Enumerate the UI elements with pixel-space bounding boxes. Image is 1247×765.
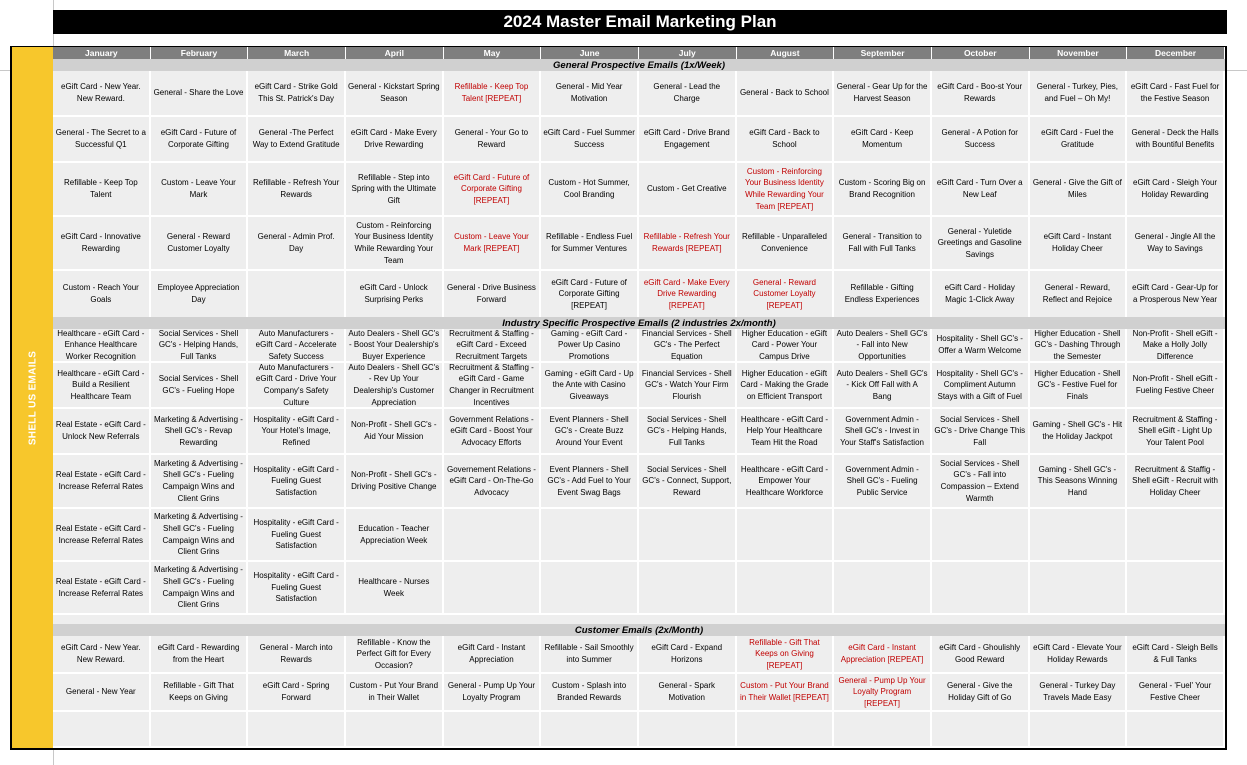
plan-cell[interactable]: eGift Card - Fast Fuel for the Festive Season	[1127, 71, 1225, 115]
plan-cell[interactable]: Auto Dealers - Shell GC's - Boost Your Dealership's Buyer Experience	[346, 329, 444, 361]
plan-cell[interactable]: Social Services - Shell GC's - Connect, Support, Reward	[639, 455, 737, 507]
plan-cell[interactable]: Higher Education - eGift Card - Making the Grade on Efficient Transport	[737, 363, 835, 407]
plan-cell[interactable]: Custom - Splash into Branded Rewards	[541, 674, 639, 710]
plan-cell[interactable]: eGift Card - Ghoulishly Good Reward	[932, 636, 1030, 672]
plan-cell[interactable]: Refillable - Know the Perfect Gift for Every Occasion?	[346, 636, 444, 672]
plan-cell[interactable]: General - A Potion for Success	[932, 117, 1030, 161]
plan-cell[interactable]: Refillable - Refresh Your Rewards [REPEAT]	[639, 217, 737, 269]
month-header: March	[248, 47, 346, 59]
sidebar-band	[10, 46, 53, 750]
plan-cell[interactable]: Governement Relations - eGift Card - On-The-Go Advocacy	[444, 455, 542, 507]
plan-cell[interactable]: Auto Manufacturers - eGift Card - Accelerate Safety Success	[248, 329, 346, 361]
plan-cell[interactable]: Financial Services - Shell GC's - The Perfect Equation	[639, 329, 737, 361]
table-row	[53, 562, 1225, 615]
month-header: August	[737, 47, 835, 59]
plan-cell[interactable]: eGift Card - Sleigh Bells & Full Tanks	[1127, 636, 1225, 672]
plan-cell[interactable]: Refillable - Unparalleled Convenience	[737, 217, 835, 269]
plan-cell[interactable]: General - Transition to Fall with Full Tanks	[834, 217, 932, 269]
month-header: November	[1030, 47, 1128, 59]
plan-cell[interactable]: eGift Card - Make Every Drive Rewarding [REPEAT]	[639, 271, 737, 317]
plan-cell[interactable]: eGift Card - Holiday Magic 1-Click Away	[932, 271, 1030, 317]
plan-cell[interactable]: Real Estate - eGift Card - Increase Referral Rates	[53, 509, 151, 560]
plan-cell[interactable]: General - Pump Up Your Loyalty Program [REPEAT]	[834, 674, 932, 710]
month-header: December	[1127, 47, 1225, 59]
plan-cell[interactable]: Employee Appreciation Day	[151, 271, 249, 317]
plan-cell[interactable]: Hospitality - eGift Card - Your Hotel's Image, Refined	[248, 409, 346, 453]
plan-cell[interactable]: eGift Card - Unlock Surprising Perks	[346, 271, 444, 317]
plan-cell[interactable]: Auto Dealers - Shell GC's - Rev Up Your Dealership's Customer Appreciation	[346, 363, 444, 407]
section-header: Industry Specific Prospective Emails (2 industries 2x/month)	[53, 317, 1225, 329]
plan-cell[interactable]: Recruitment & Staffig - Shell eGift - Recruit with Holiday Cheer	[1127, 455, 1225, 507]
plan-cell[interactable]: eGift Card - Spring Forward	[248, 674, 346, 710]
plan-cell[interactable]: Real Estate - eGift Card - Increase Referral Rates	[53, 455, 151, 507]
table-row	[53, 674, 1225, 712]
month-header: April	[346, 47, 444, 59]
plan-cell[interactable]	[1127, 562, 1225, 613]
plan-cell[interactable]: Recruitment & Staffing - eGift Card - Exceed Recruitment Targets	[444, 329, 542, 361]
plan-cell[interactable]: General - Admin Prof. Day	[248, 217, 346, 269]
plan-cell[interactable]: Refillable - Endless Fuel for Summer Ventures	[541, 217, 639, 269]
plan-cell[interactable]: Real Estate - eGift Card - Increase Referral Rates	[53, 562, 151, 613]
plan-cell[interactable]: Non-Profit - Shell GC's - Aid Your Mission	[346, 409, 444, 453]
plan-cell[interactable]: Healthcare - Nurses Week	[346, 562, 444, 613]
month-header: January	[53, 47, 151, 59]
plan-cell[interactable]	[834, 509, 932, 560]
plan-cell[interactable]: General - Turkey Day Travels Made Easy	[1030, 674, 1128, 710]
plan-cell[interactable]: Refillable - Keep Top Talent	[53, 163, 151, 215]
plan-cell[interactable]: Refillable - Refresh Your Rewards	[248, 163, 346, 215]
plan-cell[interactable]: Custom - Get Creative	[639, 163, 737, 215]
plan-cell[interactable]	[932, 562, 1030, 613]
plan-cell[interactable]: Gaming - eGift Card - Power Up Casino Promotions	[541, 329, 639, 361]
plan-cell[interactable]: General - Drive Business Forward	[444, 271, 542, 317]
plan-cell[interactable]: Real Estate - eGift Card - Unlock New Referrals	[53, 409, 151, 453]
plan-cell[interactable]: eGift Card - Instant Appreciation	[444, 636, 542, 672]
plan-cell[interactable]: General - March into Rewards	[248, 636, 346, 672]
table-row	[53, 712, 1225, 748]
plan-cell[interactable]	[541, 712, 639, 746]
plan-cell[interactable]: General - Reward, Reflect and Rejoice	[1030, 271, 1128, 317]
plan-cell[interactable]: Event Planners - Shell GC's - Add Fuel to Your Event Swag Bags	[541, 455, 639, 507]
plan-cell[interactable]	[1127, 509, 1225, 560]
plan-cell[interactable]: eGift Card - Instant Holiday Cheer	[1030, 217, 1128, 269]
plan-cell[interactable]: eGift Card - Future of Corporate Gifting	[151, 117, 249, 161]
plan-cell[interactable]: eGift Card - Back to School	[737, 117, 835, 161]
plan-cell[interactable]	[639, 509, 737, 560]
plan-cell[interactable]: Non-Profit - Shell eGift - Make a Holly Jolly Difference	[1127, 329, 1225, 361]
plan-cell[interactable]: Gaming - Shell GC's - Hit the Holiday Jackpot	[1030, 409, 1128, 453]
plan-cell[interactable]: General - Jingle All the Way to Savings	[1127, 217, 1225, 269]
plan-cell[interactable]: eGift Card - Sleigh Your Holiday Rewarding	[1127, 163, 1225, 215]
plan-cell[interactable]: Auto Dealers - Shell GC's - Kick Off Fall with A Bang	[834, 363, 932, 407]
plan-cell[interactable]	[1127, 712, 1225, 746]
plan-cell[interactable]: Custom - Reach Your Goals	[53, 271, 151, 317]
plan-cell[interactable]	[834, 712, 932, 746]
plan-cell[interactable]: General - Reward Customer Loyalty [REPEAT]	[737, 271, 835, 317]
plan-cell[interactable]: Auto Dealers - Shell GC's - Fall into New Opportunities	[834, 329, 932, 361]
plan-cell[interactable]: Event Planners - Shell GC's - Create Buzz Around Your Event	[541, 409, 639, 453]
plan-cell[interactable]	[1030, 712, 1128, 746]
plan-cell[interactable]: Social Services - Shell GC's - Helping Hands, Full Tanks	[639, 409, 737, 453]
month-header: May	[444, 47, 542, 59]
plan-cell[interactable]: General - Give the Gift of Miles	[1030, 163, 1128, 215]
plan-cell[interactable]: General - Turkey, Pies, and Fuel – Oh My!	[1030, 71, 1128, 115]
section-header: Customer Emails (2x/Month)	[53, 624, 1225, 636]
plan-cell[interactable]	[737, 509, 835, 560]
plan-cell[interactable]: Healthcare - eGift Card - Enhance Healthcare Worker Recognition	[53, 329, 151, 361]
plan-cell[interactable]	[541, 562, 639, 613]
plan-cell[interactable]: Education - Teacher Appreciation Week	[346, 509, 444, 560]
table-row	[53, 636, 1225, 674]
month-header: October	[932, 47, 1030, 59]
table-row	[53, 329, 1225, 363]
plan-cell[interactable]: eGift Card - Boo-st Your Rewards	[932, 71, 1030, 115]
plan-cell[interactable]: Hospitality - eGift Card - Fueling Guest Satisfaction	[248, 562, 346, 613]
plan-cell[interactable]: General - Back to School	[737, 71, 835, 115]
month-header: July	[639, 47, 737, 59]
month-header-row	[53, 47, 1225, 59]
plan-cell[interactable]: Marketing & Advertising - Shell GC's - Fueling Campaign Wins and Client Grins	[151, 509, 249, 560]
plan-cell[interactable]: General - Mid Year Motivation	[541, 71, 639, 115]
plan-cell[interactable]	[151, 712, 249, 746]
plan-cell[interactable]: General - Reward Customer Loyalty	[151, 217, 249, 269]
plan-cell[interactable]: Financial Services - Shell GC's - Watch Your Firm Flourish	[639, 363, 737, 407]
plan-cell[interactable]: Hospitality - Shell GC's - Offer a Warm Welcome	[932, 329, 1030, 361]
table-row	[53, 455, 1225, 509]
plan-cell[interactable]: eGift Card - Turn Over a New Leaf	[932, 163, 1030, 215]
plan-cell[interactable]: eGift Card - New Year. New Reward.	[53, 636, 151, 672]
plan-cell[interactable]: Refillable - Gift That Keeps on Giving	[151, 674, 249, 710]
plan-cell[interactable]	[932, 509, 1030, 560]
plan-cell[interactable]: Social Services - Shell GC's - Helping Hands, Full Tanks	[151, 329, 249, 361]
plan-cell[interactable]: eGift Card - New Year. New Reward.	[53, 71, 151, 115]
plan-cell[interactable]: Refillable - Sail Smoothly into Summer	[541, 636, 639, 672]
plan-grid	[53, 46, 1227, 750]
plan-cell[interactable]: Marketing & Advertising - Shell GC's - Revap Rewarding	[151, 409, 249, 453]
plan-cell[interactable]: General - Share the Love	[151, 71, 249, 115]
plan-cell[interactable]: Non-Profit - Shell eGift - Fueling Festive Cheer	[1127, 363, 1225, 407]
plan-cell[interactable]	[1030, 509, 1128, 560]
plan-cell[interactable]: eGift Card - Instant Appreciation [REPEAT]	[834, 636, 932, 672]
plan-cell[interactable]: eGift Card - Expand Horizons	[639, 636, 737, 672]
plan-cell[interactable]: Marketing & Advertising - Shell GC's - Fueling Campaign Wins and Client Grins	[151, 562, 249, 613]
table-row	[53, 163, 1225, 217]
plan-cell[interactable]: Social Services - Shell GC's - Fueling Hope	[151, 363, 249, 407]
plan-cell[interactable]: Custom - Put Your Brand in Their Wallet [REPEAT]	[737, 674, 835, 710]
plan-cell[interactable]: General - New Year	[53, 674, 151, 710]
plan-cell[interactable]: Hospitality - eGift Card - Fueling Guest Satisfaction	[248, 509, 346, 560]
plan-cell[interactable]	[444, 509, 542, 560]
plan-cell[interactable]: Custom - Hot Summer, Cool Branding	[541, 163, 639, 215]
table-row	[53, 409, 1225, 455]
plan-cell[interactable]: Social Services - Shell GC's - Drive Change This Fall	[932, 409, 1030, 453]
plan-cell[interactable]: eGift Card - Gear-Up for a Prosperous New Year	[1127, 271, 1225, 317]
plan-cell[interactable]: Recruitment & Staffing - Shell eGift - Light Up Your Talent Pool	[1127, 409, 1225, 453]
plan-cell[interactable]: eGift Card - Future of Corporate Gifting [REPEAT]	[541, 271, 639, 317]
plan-cell[interactable]	[541, 509, 639, 560]
plan-cell[interactable]: General - Yuletide Greetings and Gasoline Savings	[932, 217, 1030, 269]
plan-cell[interactable]: General - Pump Up Your Loyalty Program	[444, 674, 542, 710]
plan-cell[interactable]	[834, 562, 932, 613]
plan-cell[interactable]: eGift Card - Keep Momentum	[834, 117, 932, 161]
plan-cell[interactable]: Social Services - Shell GC's - Fall into Compassion – Extend Warmth	[932, 455, 1030, 507]
plan-cell[interactable]: Refillable - Step into Spring with the Ultimate Gift	[346, 163, 444, 215]
plan-cell[interactable]	[346, 712, 444, 746]
plan-cell[interactable]: eGift Card - Rewarding from the Heart	[151, 636, 249, 672]
plan-cell[interactable]: General - 'Fuel' Your Festive Cheer	[1127, 674, 1225, 710]
plan-cell[interactable]: General - Give the Holiday Gift of Go	[932, 674, 1030, 710]
plan-cell[interactable]: eGift Card - Innovative Rewarding	[53, 217, 151, 269]
section-header: General Prospective Emails (1x/Week)	[53, 59, 1225, 71]
month-header: February	[151, 47, 249, 59]
plan-cell[interactable]: Custom - Reinforcing Your Business Identity While Rewarding Your Team [REPEAT]	[737, 163, 835, 215]
table-row	[53, 71, 1225, 117]
plan-cell[interactable]: eGift Card - Elevate Your Holiday Rewards	[1030, 636, 1128, 672]
plan-cell[interactable]: Government Admin - Shell GC's - Invest in Your Staff's Satisfaction	[834, 409, 932, 453]
plan-cell[interactable]: Healthcare - eGift Card - Help Your Healthcare Team Hit the Road	[737, 409, 835, 453]
plan-cell[interactable]: eGift Card - Fuel the Gratitude	[1030, 117, 1128, 161]
plan-cell[interactable]	[444, 562, 542, 613]
month-header: June	[541, 47, 639, 59]
table-row	[53, 509, 1225, 562]
plan-cell[interactable]: eGift Card - Strike Gold This St. Patrick's Day	[248, 71, 346, 115]
table-row	[53, 217, 1225, 271]
table-row	[53, 117, 1225, 163]
plan-cell[interactable]: Government Admin - Shell GC's - Fueling Public Service	[834, 455, 932, 507]
plan-cell[interactable]	[248, 271, 346, 317]
plan-cell[interactable]: Healthcare - eGift Card - Build a Resilient Healthcare Team	[53, 363, 151, 407]
plan-cell[interactable]: eGift Card - Make Every Drive Rewarding	[346, 117, 444, 161]
plan-cell[interactable]: General - Your Go to Reward	[444, 117, 542, 161]
plan-cell[interactable]: Custom - Leave Your Mark	[151, 163, 249, 215]
plan-cell[interactable]: Gaming - Shell GC's - This Seasons Winning Hand	[1030, 455, 1128, 507]
plan-cell[interactable]	[737, 712, 835, 746]
plan-cell[interactable]	[737, 562, 835, 613]
plan-cell[interactable]	[639, 712, 737, 746]
plan-cell[interactable]: Marketing & Advertising - Shell GC's - Fueling Campaign Wins and Client Grins	[151, 455, 249, 507]
plan-cell[interactable]: General - The Secret to a Successful Q1	[53, 117, 151, 161]
plan-cell[interactable]: Healthcare - eGift Card - Empower Your Healthcare Workforce	[737, 455, 835, 507]
plan-cell[interactable]	[1030, 562, 1128, 613]
plan-cell[interactable]: eGift Card - Drive Brand Engagement	[639, 117, 737, 161]
plan-cell[interactable]: Hospitality - eGift Card - Fueling Guest Satisfaction	[248, 455, 346, 507]
plan-cell[interactable]: Higher Education - eGift Card - Power Your Campus Drive	[737, 329, 835, 361]
month-header: September	[834, 47, 932, 59]
plan-cell[interactable]: Refillable - Keep Top Talent [REPEAT]	[444, 71, 542, 115]
page-title: 2024 Master Email Marketing Plan	[53, 10, 1227, 34]
plan-cell[interactable]: Custom - Scoring Big on Brand Recognition	[834, 163, 932, 215]
plan-cell[interactable]: Government Relations - eGift Card - Boost Your Advocacy Efforts	[444, 409, 542, 453]
plan-cell[interactable]: General - Deck the Halls with Bountiful Benefits	[1127, 117, 1225, 161]
plan-cell[interactable]: Custom - Reinforcing Your Business Identity While Rewarding Your Team	[346, 217, 444, 269]
plan-cell[interactable]: General -The Perfect Way to Extend Gratitude	[248, 117, 346, 161]
plan-cell[interactable]	[639, 562, 737, 613]
plan-cell[interactable]: Refillable - Gift That Keeps on Giving [REPEAT]	[737, 636, 835, 672]
plan-cell[interactable]: eGift Card - Future of Corporate Gifting [REPEAT]	[444, 163, 542, 215]
plan-cell[interactable]: Gaming - eGift Card - Up the Ante with Casino Giveaways	[541, 363, 639, 407]
plan-cell[interactable]: Auto Manufacturers - eGift Card - Drive Your Company's Safety Culture	[248, 363, 346, 407]
plan-cell[interactable]	[444, 712, 542, 746]
table-row	[53, 271, 1225, 319]
plan-cell[interactable]: Non-Profit - Shell GC's - Driving Positive Change	[346, 455, 444, 507]
sidebar-label: SHELL US EMAILS	[27, 350, 38, 445]
plan-cell[interactable]: Custom - Put Your Brand in Their Wallet	[346, 674, 444, 710]
plan-cell[interactable]: General - Spark Motivation	[639, 674, 737, 710]
plan-cell[interactable]: eGift Card - Fuel Summer Success	[541, 117, 639, 161]
plan-cell[interactable]	[932, 712, 1030, 746]
plan-cell[interactable]	[53, 712, 151, 746]
plan-cell[interactable]: Hospitality - Shell GC's - Compliment Autumn Stays with a Gift of Fuel	[932, 363, 1030, 407]
plan-cell[interactable]: Custom - Leave Your Mark [REPEAT]	[444, 217, 542, 269]
table-row	[53, 363, 1225, 409]
plan-cell[interactable]: Refillable - Gifting Endless Experiences	[834, 271, 932, 317]
plan-cell[interactable]: Recruitment & Staffing - eGift Card - Game Changer in Recruitment Incentives	[444, 363, 542, 407]
plan-cell[interactable]: General - Kickstart Spring Season	[346, 71, 444, 115]
plan-cell[interactable]: Higher Education - Shell GC's - Festive Fuel for Finals	[1030, 363, 1128, 407]
plan-cell[interactable]	[248, 712, 346, 746]
plan-cell[interactable]: General - Lead the Charge	[639, 71, 737, 115]
plan-cell[interactable]: Higher Education - Shell GC's - Dashing Through the Semester	[1030, 329, 1128, 361]
plan-cell[interactable]: General - Gear Up for the Harvest Season	[834, 71, 932, 115]
